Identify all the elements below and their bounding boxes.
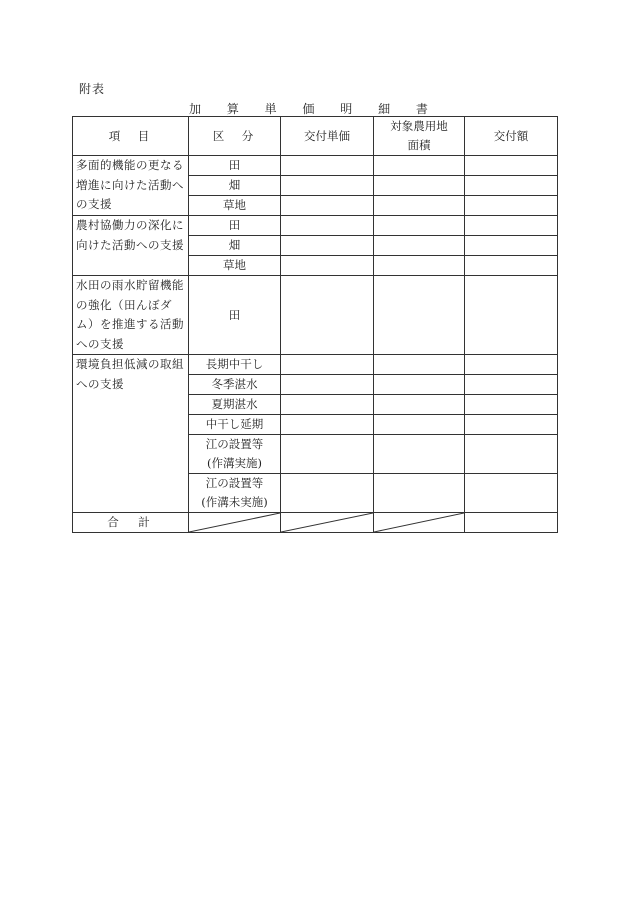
kubun-cell: 草地	[189, 256, 281, 276]
area-cell	[374, 256, 465, 276]
unit-price-cell	[281, 355, 374, 375]
table-row	[73, 276, 558, 355]
header-row	[73, 117, 558, 156]
area-cell	[374, 276, 465, 355]
header-kubun: 区 分	[189, 117, 281, 156]
kubun-cell: 畑	[189, 236, 281, 256]
unit-price-cell	[281, 474, 374, 513]
unit-price-cell	[281, 375, 374, 395]
kubun-cell: 長期中干し	[189, 355, 281, 375]
amount-cell	[465, 375, 558, 395]
header-item: 項 目	[73, 117, 189, 156]
total-kubun-slash	[189, 513, 281, 533]
area-cell	[374, 216, 465, 236]
kubun-cell: 夏期湛水	[189, 395, 281, 415]
item-cell: 農村協働力の深化に向けた活動への支援	[73, 216, 189, 276]
header-area-line1: 対象農用地	[390, 119, 448, 133]
amount-cell	[465, 395, 558, 415]
table-row	[73, 156, 558, 176]
header-area-line2: 面積	[407, 138, 431, 152]
kubun-cell: 田	[189, 216, 281, 236]
amount-cell	[465, 474, 558, 513]
diagonal-slash	[374, 513, 464, 532]
area-cell	[374, 474, 465, 513]
item-cell: 水田の雨水貯留機能の強化（田んぼダム）を推進する活動への支援	[73, 276, 189, 355]
unit-price-cell	[281, 156, 374, 176]
amount-cell	[465, 176, 558, 196]
kubun-cell: 中干し延期	[189, 415, 281, 435]
total-row	[73, 513, 558, 533]
area-cell	[374, 375, 465, 395]
amount-cell	[465, 355, 558, 375]
unit-price-cell	[281, 256, 374, 276]
area-cell	[374, 355, 465, 375]
area-cell	[374, 176, 465, 196]
kubun-cell: 田	[189, 156, 281, 176]
kubun-cell: 江の設置等 (作溝実施)	[189, 435, 281, 474]
amount-cell	[465, 156, 558, 176]
kubun-cell: 冬季湛水	[189, 375, 281, 395]
kubun-cell: 江の設置等 (作溝未実施)	[189, 474, 281, 513]
document-title: 加 算 単 価 明 細 書	[189, 102, 439, 116]
unit-price-cell	[281, 276, 374, 355]
amount-cell	[465, 415, 558, 435]
unit-price-cell	[281, 435, 374, 474]
amount-cell	[465, 256, 558, 276]
unit-price-cell	[281, 216, 374, 236]
total-amount-cell	[465, 513, 558, 533]
area-cell	[374, 196, 465, 216]
total-area-slash	[374, 513, 465, 533]
unit-price-cell	[281, 176, 374, 196]
area-cell	[374, 395, 465, 415]
diagonal-slash	[281, 513, 373, 532]
area-cell	[374, 415, 465, 435]
appendix-label: 附表	[79, 82, 106, 96]
header-amount: 交付額	[465, 117, 558, 156]
amount-cell	[465, 216, 558, 236]
unit-price-cell	[281, 395, 374, 415]
header-area	[374, 117, 465, 156]
area-cell	[374, 435, 465, 474]
amount-cell	[465, 435, 558, 474]
area-cell	[374, 156, 465, 176]
area-cell	[374, 236, 465, 256]
header-unit-price: 交付単価	[281, 117, 374, 156]
item-cell: 環境負担低減の取組への支援	[73, 355, 189, 513]
amount-cell	[465, 196, 558, 216]
kubun-cell: 田	[189, 276, 281, 355]
unit-price-cell	[281, 196, 374, 216]
total-unit-price-slash	[281, 513, 374, 533]
amount-cell	[465, 236, 558, 256]
total-label: 合 計	[73, 513, 189, 533]
diagonal-slash	[189, 513, 280, 532]
unit-price-cell	[281, 236, 374, 256]
item-cell: 多面的機能の更なる増進に向けた活動への支援	[73, 156, 189, 216]
breakdown-table	[72, 116, 558, 533]
unit-price-cell	[281, 415, 374, 435]
table-row	[73, 216, 558, 236]
kubun-cell: 畑	[189, 176, 281, 196]
kubun-cell: 草地	[189, 196, 281, 216]
amount-cell	[465, 276, 558, 355]
table-row	[73, 355, 558, 375]
